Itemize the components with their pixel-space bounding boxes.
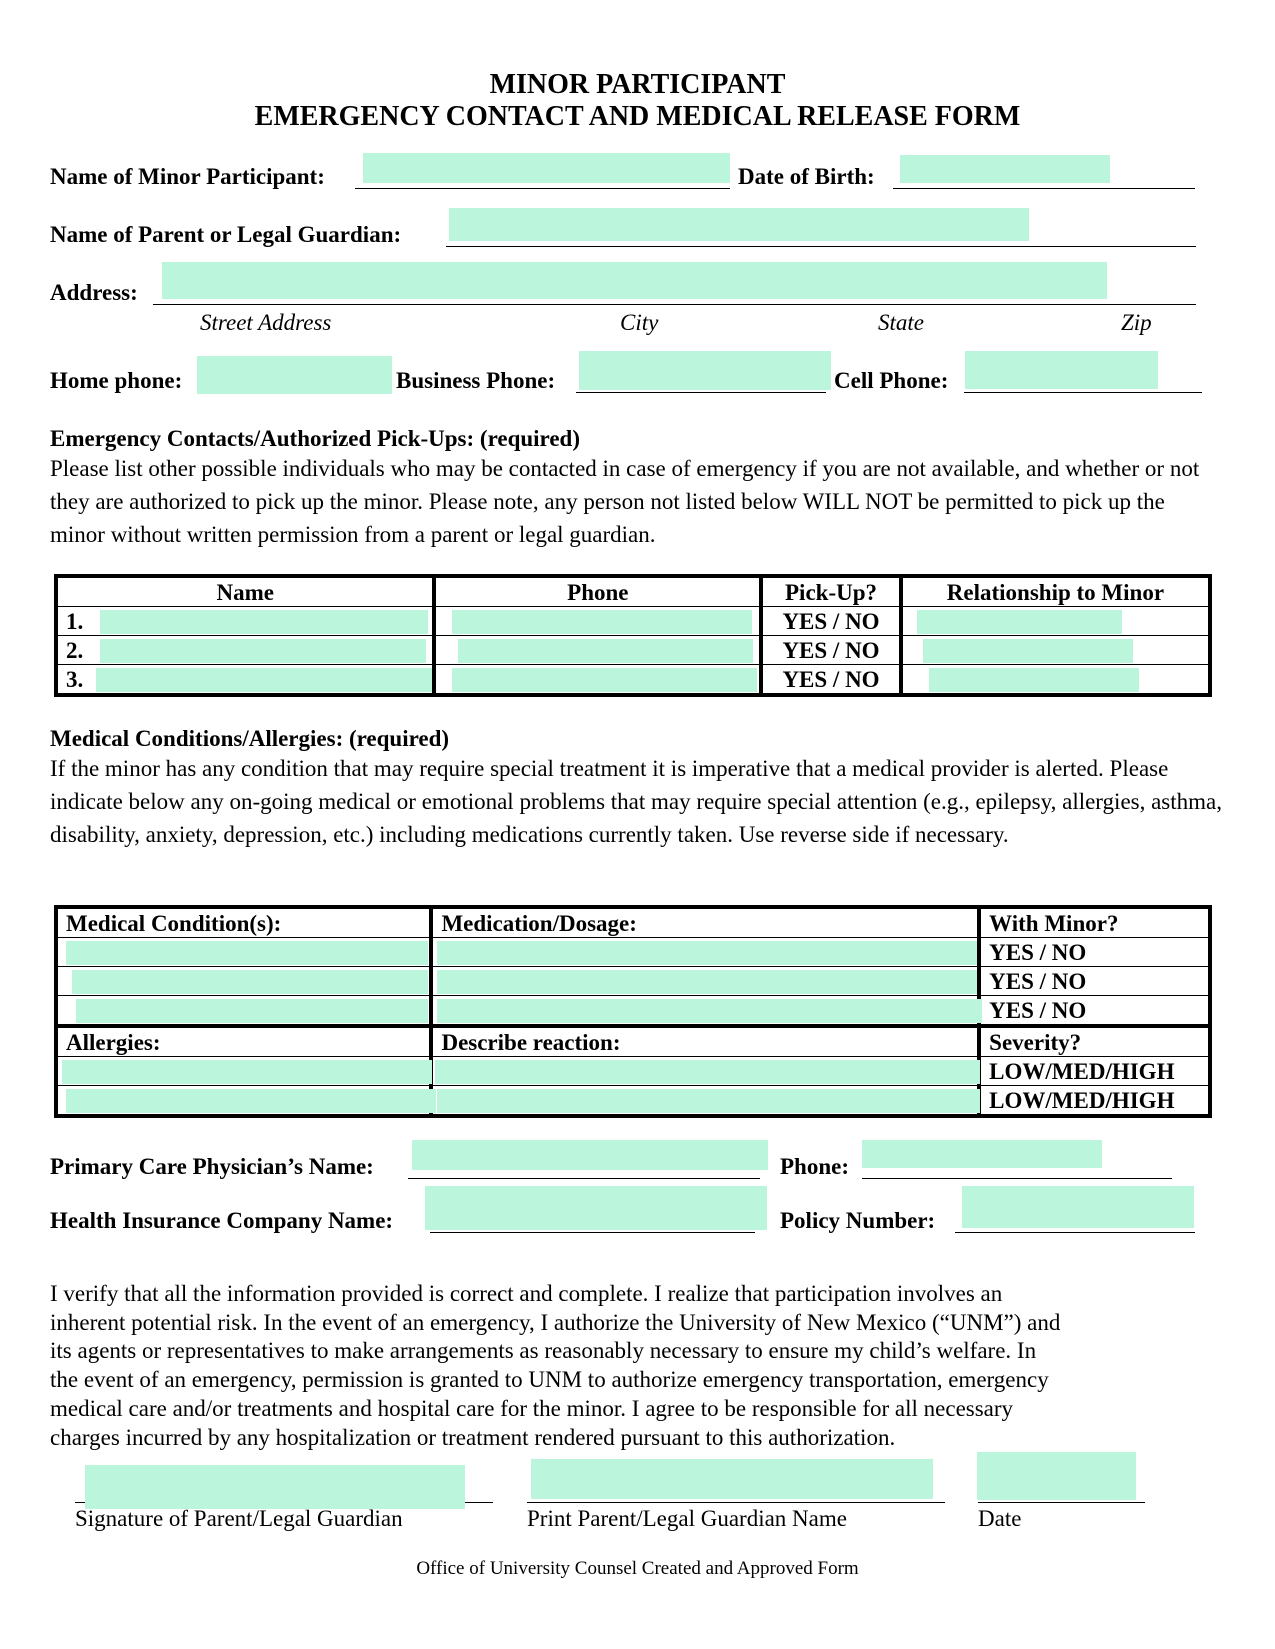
consent-line-3: its agents or representatives to make arrangements as reasonably necessary to ensure my child’s welfare. In [50,1338,1037,1364]
reaction-1-field[interactable] [435,1060,980,1084]
row-number: 3. [66,667,84,692]
contact-2-phone-field[interactable] [458,639,753,663]
table-row [56,607,1210,636]
cell-phone-underline [964,392,1202,393]
contact-3-name-cell [56,665,434,696]
physician-phone-field[interactable] [862,1140,1102,1168]
col-header-medication: Medication/Dosage: [431,907,979,938]
physician-name-field[interactable] [412,1140,768,1170]
emergency-heading: Emergency Contacts/Authorized Pick-Ups: (required) [50,426,580,451]
contact-3-phone-cell [434,665,761,696]
contact-1-relationship-field[interactable] [917,610,1122,634]
contact-2-relationship-cell [901,636,1210,665]
physician-phone-label: Phone: [780,1154,849,1179]
allergy-2-cell [56,1086,431,1117]
minor-name-label: Name of Minor Participant: [50,164,325,189]
guardian-signature-field[interactable] [85,1465,465,1509]
reaction-1-cell [431,1057,979,1086]
row-number: 2. [66,638,84,663]
address-zip-caption: Zip [1121,310,1152,335]
cell-phone-label: Cell Phone: [834,368,949,393]
table-row [56,636,1210,665]
contact-1-name-cell [56,607,434,636]
medication-3-field[interactable] [437,999,982,1023]
col-header-allergies: Allergies: [56,1026,431,1057]
contact-2-name-cell [56,636,434,665]
medication-2-field[interactable] [437,970,977,994]
contact-3-name-field[interactable] [96,668,432,692]
date-underline [978,1502,1145,1503]
contact-2-relationship-field[interactable] [923,639,1133,663]
contact-1-name-field[interactable] [100,610,428,634]
emergency-instructions: Please list other possible individuals who may be contacted in case of emergency if you are not available, and whether or not they are authorized to pick up the minor. Please note, any person not listed below WILL NOT be permitted to pick up the minor without written permission from a parent or legal guardian. [50,456,1200,547]
dob-field[interactable] [900,155,1110,183]
guardian-label: Name of Parent or Legal Guardian: [50,222,402,247]
guardian-name-field[interactable] [449,208,1029,241]
contact-2-phone-cell [434,636,761,665]
col-header-severity: Severity? [979,1026,1210,1057]
footer-note: Office of University Counsel Created and Approved Form [416,1558,859,1579]
guardian-print-name-field[interactable] [531,1459,933,1499]
medication-3-cell [431,996,979,1027]
col-header-pickup: Pick-Up? [761,576,901,607]
physician-phone-underline [862,1178,1172,1179]
address-street-caption: Street Address [200,310,332,335]
business-phone-underline [576,392,826,393]
row-number: 1. [66,609,84,634]
business-phone-label: Business Phone: [396,368,556,393]
signature-caption: Signature of Parent/Legal Guardian [75,1506,403,1531]
allergy-1-field[interactable] [62,1060,432,1084]
physician-name-label: Primary Care Physician’s Name: [50,1154,374,1179]
reaction-2-field[interactable] [437,1089,980,1113]
address-city-caption: City [620,310,659,335]
condition-2-field[interactable] [72,970,428,994]
with-minor-3-choice[interactable]: YES / NO [979,996,1210,1027]
consent-line-5: medical care and/or treatments and hospital care for the minor. I agree to be responsible for all necessary [50,1395,1014,1421]
medication-1-cell [431,938,979,967]
signature-date-field[interactable] [977,1452,1136,1500]
col-header-reaction: Describe reaction: [431,1026,979,1057]
contact-1-phone-cell [434,607,761,636]
home-phone-field[interactable] [197,356,392,394]
contact-3-pickup-choice[interactable]: YES / NO [761,665,901,696]
condition-1-cell [56,938,431,967]
severity-1-choice[interactable]: LOW/MED/HIGH [979,1057,1210,1086]
insurance-company-field[interactable] [425,1186,767,1230]
medical-conditions-table [54,905,1212,1118]
business-phone-field[interactable] [579,351,831,390]
contact-3-relationship-cell [901,665,1210,696]
medication-1-field[interactable] [437,941,977,965]
dob-underline [893,188,1195,189]
contact-3-phone-field[interactable] [452,668,757,692]
print-name-underline [527,1502,945,1503]
condition-2-cell [56,967,431,996]
guardian-underline [446,246,1196,247]
print-name-caption: Print Parent/Legal Guardian Name [527,1506,847,1531]
allergy-1-cell [56,1057,431,1086]
severity-2-choice[interactable]: LOW/MED/HIGH [979,1086,1210,1117]
cell-phone-field[interactable] [965,351,1158,389]
col-header-relationship: Relationship to Minor [901,576,1210,607]
minor-name-underline [355,188,730,189]
col-header-name: Name [56,576,434,607]
table-row [56,938,1210,967]
with-minor-1-choice[interactable]: YES / NO [979,938,1210,967]
date-caption: Date [978,1506,1022,1531]
reaction-2-cell [431,1086,979,1117]
table-row [56,1057,1210,1086]
address-state-caption: State [878,310,924,335]
consent-statement [50,1280,1230,1452]
contact-2-pickup-choice[interactable]: YES / NO [761,636,901,665]
consent-line-4: the event of an emergency, permission is granted to UNM to authorize emergency transportation, emergency [50,1367,1049,1393]
col-header-phone: Phone [434,576,761,607]
condition-3-field[interactable] [76,999,428,1023]
condition-1-field[interactable] [66,941,428,965]
dob-label: Date of Birth: [738,164,875,189]
minor-name-field[interactable] [363,153,730,183]
contact-3-relationship-field[interactable] [929,668,1139,692]
table-row [56,996,1210,1027]
consent-line-6: charges incurred by any hospitalization or treatment rendered pursuant to this authorization. [50,1424,896,1450]
col-header-with-minor: With Minor? [979,907,1210,938]
insurance-company-underline [430,1232,755,1233]
condition-3-cell [56,996,431,1027]
form-title-line1: MINOR PARTICIPANT [489,69,786,100]
form-title-line2: EMERGENCY CONTACT AND MEDICAL RELEASE FORM [254,101,1021,132]
consent-line-1: I verify that all the information provided is correct and complete. I realize that participation involves an [50,1281,1003,1306]
table-row [56,665,1210,696]
emergency-contacts-table [54,574,1212,697]
policy-number-underline [955,1232,1195,1233]
with-minor-2-choice[interactable]: YES / NO [979,967,1210,996]
policy-number-label: Policy Number: [780,1208,936,1233]
contact-2-name-field[interactable] [100,639,426,663]
contact-1-pickup-choice[interactable]: YES / NO [761,607,901,636]
address-field[interactable] [162,262,1107,299]
medical-instructions: If the minor has any condition that may require special treatment it is imperative that a medical provider is alerted. Please indicate below any on-going medical or emotional problems that may require special attention (e.g., epilepsy, allergies, asthma, disability, anxiety, depression, etc.) including medications currently taken. Use reverse side if necessary. [50,756,1223,847]
address-underline [153,304,1196,305]
insurance-company-label: Health Insurance Company Name: [50,1208,394,1233]
table-row [56,967,1210,996]
address-label: Address: [50,280,138,305]
consent-line-2: inherent potential risk. In the event of an emergency, I authorize the University of New Mexico (“UNM”) and [50,1309,1061,1335]
contact-1-phone-field[interactable] [452,610,752,634]
policy-number-field[interactable] [962,1186,1194,1228]
home-phone-label: Home phone: [50,368,183,393]
table-row [56,1086,1210,1117]
col-header-condition: Medical Condition(s): [56,907,431,938]
allergy-2-field[interactable] [66,1089,436,1113]
medical-heading: Medical Conditions/Allergies: (required) [50,726,450,751]
physician-name-underline [408,1178,760,1179]
medication-2-cell [431,967,979,996]
contact-1-relationship-cell [901,607,1210,636]
